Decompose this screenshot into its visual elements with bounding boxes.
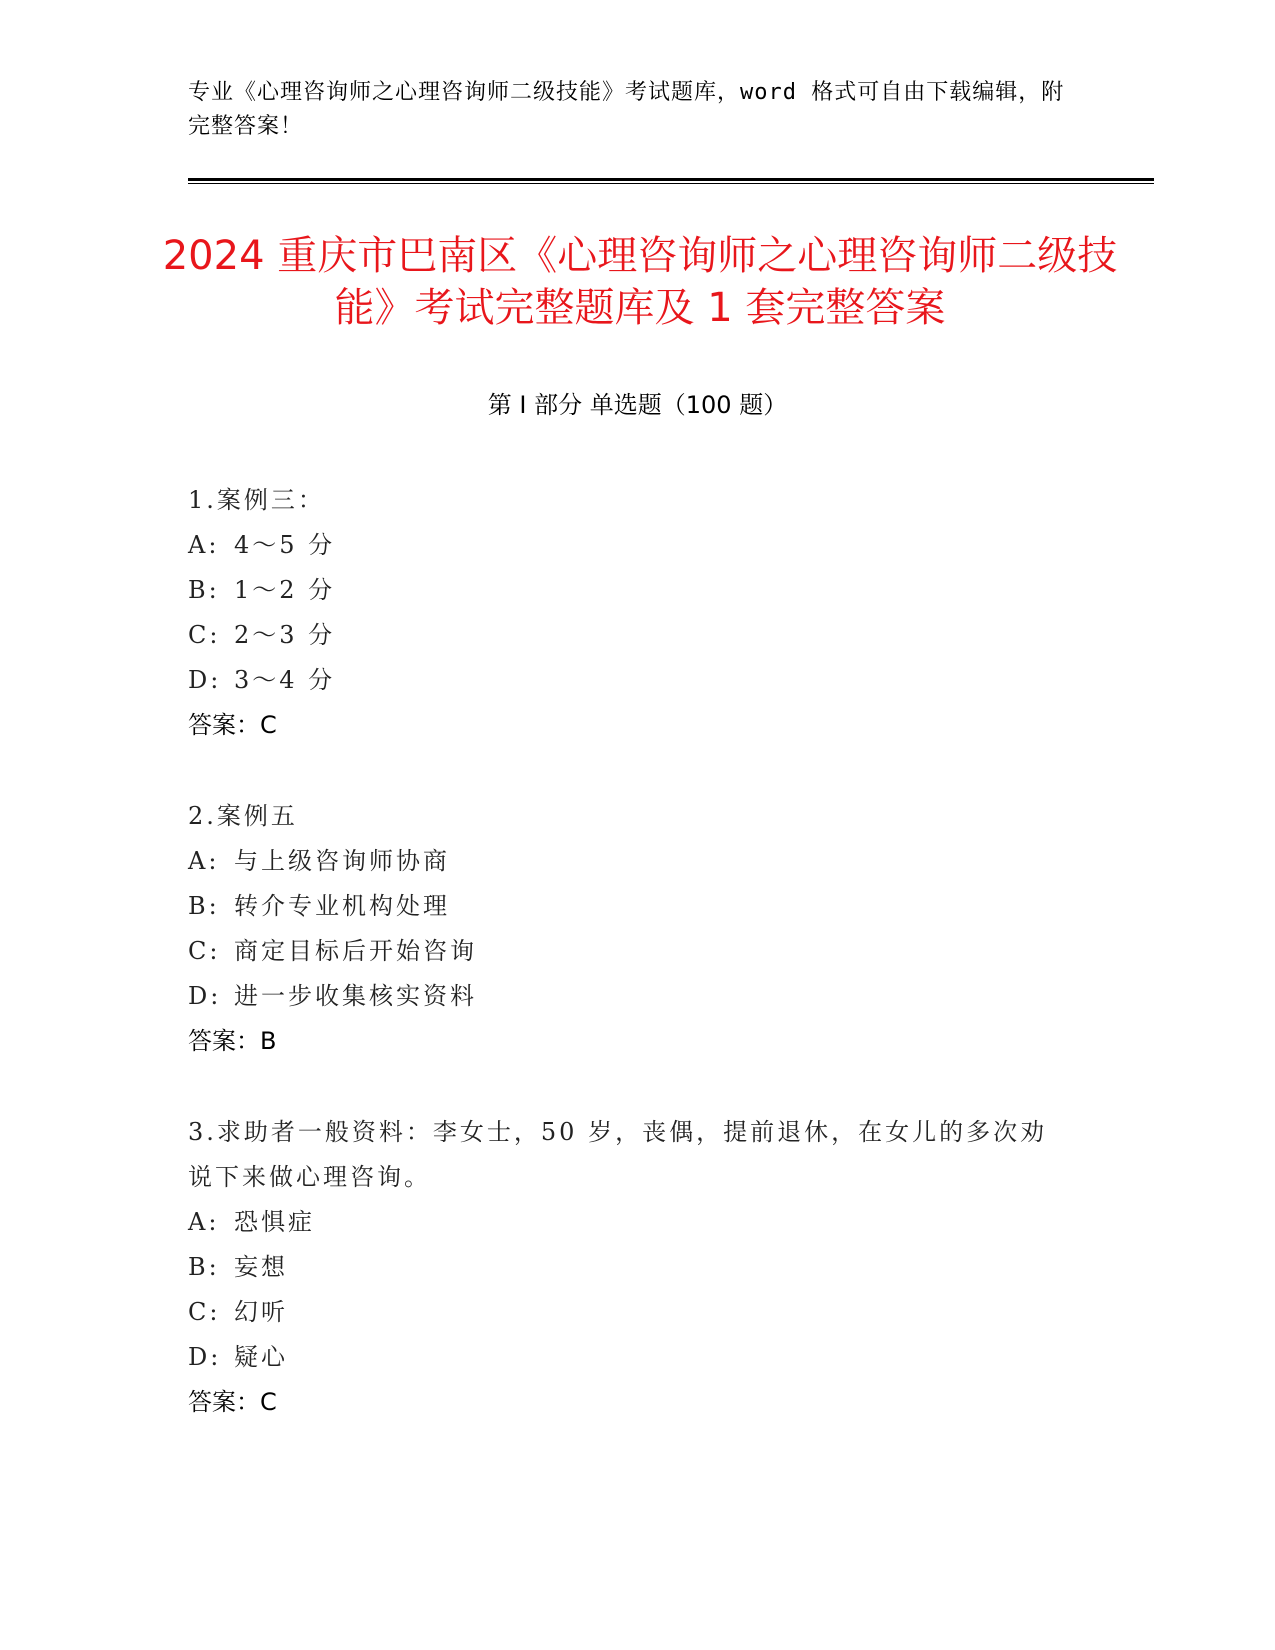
question-2 (188, 794, 1068, 1064)
option-letter: D: (188, 666, 222, 694)
document-title: 2024 重庆市巴南区《心理咨询师之心理咨询师二级技能》考试完整题库及 1 套完整答案 (162, 233, 1118, 331)
header-rule-thin (188, 183, 1154, 184)
option-a (188, 839, 1068, 884)
header-note: 专业《心理咨询师之心理咨询师二级技能》考试题库，word 格式可自由下载编辑，附完整答案！ (188, 80, 1065, 139)
question-1 (188, 478, 1068, 748)
answer: 答案：B (188, 1027, 277, 1055)
option-text: 转介专业机构处理 (234, 892, 450, 920)
option-letter: C: (188, 1298, 221, 1326)
option-text: 妄想 (234, 1253, 288, 1281)
option-c (188, 613, 1068, 658)
option-text: 疑心 (234, 1343, 288, 1371)
question-stem: 1.案例三： (188, 486, 325, 514)
option-text: 恐惧症 (234, 1208, 315, 1236)
section-heading: 第 I 部分 单选题（100 题） (487, 391, 788, 419)
header-rule-thick (188, 178, 1154, 181)
question-3 (188, 1110, 1068, 1425)
option-text: 进一步收集核实资料 (234, 982, 477, 1010)
option-text: 3～4 分 (234, 666, 336, 694)
option-d (188, 658, 1068, 703)
option-text: 商定目标后开始咨询 (234, 937, 477, 965)
option-a (188, 1200, 1068, 1245)
option-c (188, 1290, 1068, 1335)
option-a (188, 523, 1068, 568)
option-text: 2～3 分 (234, 621, 336, 649)
answer: 答案：C (188, 711, 277, 739)
option-letter: A: (188, 1208, 220, 1236)
option-b (188, 568, 1068, 613)
question-stem: 3.求助者一般资料：李女士，50 岁，丧偶，提前退休，在女儿的多次劝说下来做心理咨询。 (188, 1118, 1048, 1191)
option-letter: A: (188, 847, 220, 875)
option-b (188, 1245, 1068, 1290)
option-letter: A: (188, 531, 220, 559)
question-list (188, 478, 1068, 1471)
option-text: 4～5 分 (234, 531, 336, 559)
option-letter: D: (188, 1343, 222, 1371)
option-text: 幻听 (234, 1298, 288, 1326)
option-letter: B: (188, 576, 220, 604)
option-text: 与上级咨询师协商 (234, 847, 450, 875)
option-text: 1～2 分 (234, 576, 336, 604)
option-letter: C: (188, 621, 221, 649)
option-d (188, 1335, 1068, 1380)
option-b (188, 884, 1068, 929)
answer: 答案：C (188, 1388, 277, 1416)
option-letter: D: (188, 982, 222, 1010)
question-stem: 2.案例五 (188, 802, 298, 830)
option-letter: B: (188, 1253, 220, 1281)
option-c (188, 929, 1068, 974)
option-letter: B: (188, 892, 220, 920)
option-d (188, 974, 1068, 1019)
option-letter: C: (188, 937, 221, 965)
